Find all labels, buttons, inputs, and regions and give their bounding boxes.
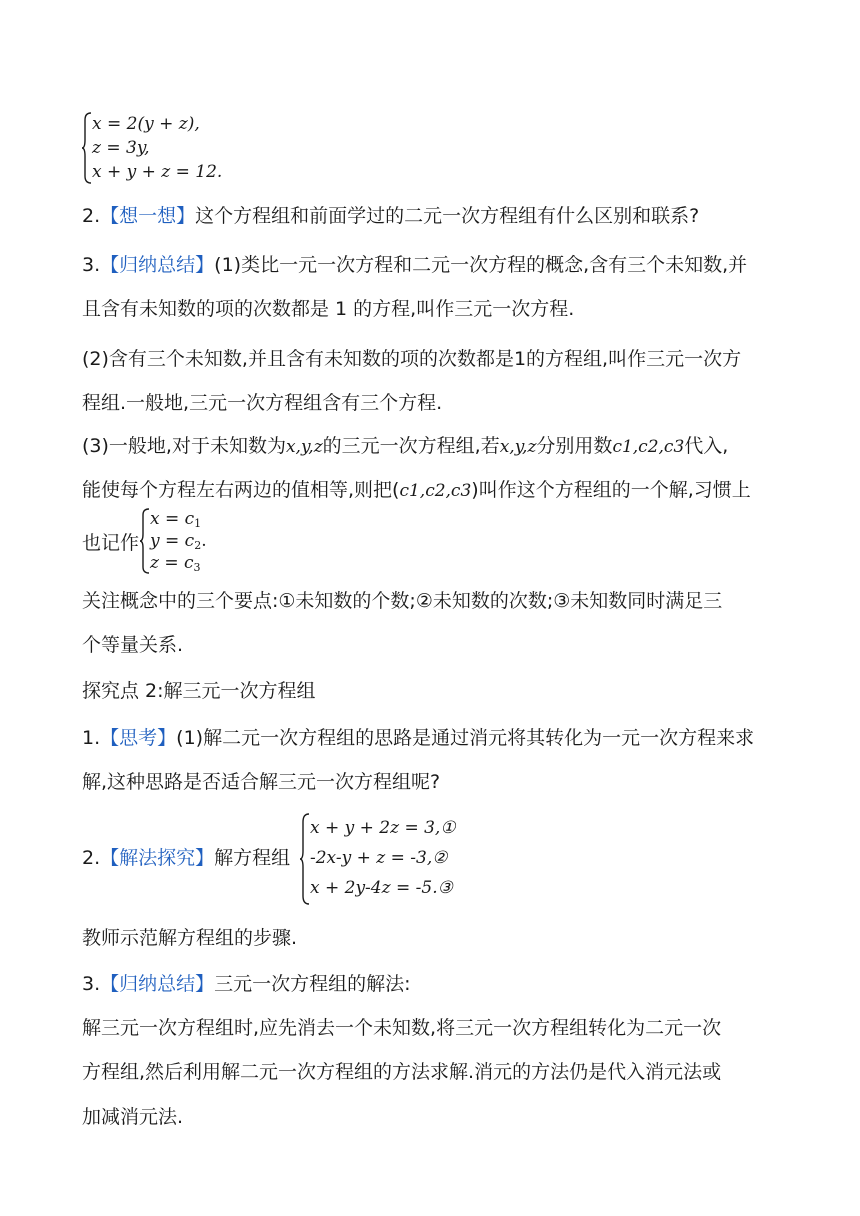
definition-line-2 (82, 477, 751, 504)
paragraph-text: )叫作这个方程组的一个解,习惯上 (471, 479, 751, 501)
paragraph-line: 程组.一般地,三元一次方程组含有三个方程. (82, 392, 443, 414)
paragraph-text: 能使每个方程左右两边的值相等,则把( (82, 479, 400, 501)
item-number: 1. (82, 727, 101, 749)
paragraph-text: 这个方程组和前面学过的二元一次方程组有什么区别和联系? (195, 205, 700, 227)
paragraph-line: 个等量关系. (82, 634, 184, 656)
constants: c1,c2,c3 (399, 481, 472, 501)
paragraph-line: 教师示范解方程组的步骤. (82, 927, 298, 949)
solve-line (82, 845, 290, 871)
item-number: 3. (82, 973, 101, 995)
paragraph-text: (3)一般地,对于未知数为 (82, 435, 286, 457)
section-tag: 【想一想】 (100, 205, 196, 227)
equation-line: x + 2y-4z = -5.③ (310, 878, 453, 898)
think-one-think-line (82, 203, 699, 229)
paragraph-line: 加减消元法. (82, 1106, 184, 1128)
summary-heading-line (82, 971, 411, 997)
variables: x,y,z (499, 437, 537, 457)
equation-line: x = 2(y + z), (92, 114, 200, 134)
paragraph-text: 代入, (684, 435, 729, 457)
section-tag: 【归纳总结】 (100, 254, 215, 276)
paragraph-line: 关注概念中的三个要点:①未知数的个数;②未知数的次数;③未知数同时满足三 (82, 590, 723, 612)
paragraph-line: 解三元一次方程组时,应先消去一个未知数,将三元一次方程组转化为二元一次 (82, 1017, 722, 1039)
item-number: 2. (82, 205, 101, 227)
paragraph-text: 三元一次方程组的解法: (214, 973, 411, 995)
solution-line: $z = c_3$ (150, 553, 201, 574)
equation-line: x + y + 2z = 3,① (310, 818, 456, 838)
left-brace-icon (300, 813, 310, 905)
left-brace-icon (82, 112, 92, 184)
equation-line: -2x-y + z = -3,② (310, 848, 448, 868)
paragraph-text: (1)类比一元一次方程和二元一次方程的概念,含有三个未知数,并 (214, 254, 748, 276)
paragraph-text: 解方程组 (214, 847, 291, 869)
section-heading: 探究点 2:解三元一次方程组 (82, 680, 316, 702)
equation-line: z = 3y, (92, 138, 150, 158)
equation-line: x + y + z = 12. (92, 162, 223, 182)
solution-line: $y = c_2$. (150, 531, 207, 552)
constants: c1,c2,c3 (612, 437, 685, 457)
solution-line: $x = c_1$ (150, 509, 202, 530)
paragraph-line: 且含有未知数的项的次数都是 1 的方程,叫作三元一次方程. (82, 298, 575, 320)
think-line-1 (82, 725, 754, 751)
item-number: 3. (82, 254, 101, 276)
variables: x,y,z (285, 437, 323, 457)
paragraph-text: 分别用数 (536, 435, 613, 457)
section-tag: 【思考】 (100, 727, 177, 749)
item-number: 2. (82, 847, 101, 869)
section-tag: 【解法探究】 (100, 847, 215, 869)
paragraph-line: (2)含有三个未知数,并且含有未知数的项的次数都是1的方程组,叫作三元一次方 (82, 348, 742, 370)
paragraph-text: 也记作 (82, 532, 140, 554)
paragraph-line: 解,这种思路是否适合解三元一次方程组呢? (82, 771, 441, 793)
left-brace-icon (140, 508, 150, 574)
summary-line-1 (82, 252, 747, 278)
section-tag: 【归纳总结】 (100, 973, 215, 995)
paragraph-line: 方程组,然后利用解二元一次方程组的方法求解.消元的方法仍是代入消元法或 (82, 1061, 722, 1083)
definition-line-1 (82, 433, 728, 460)
paragraph-text: (1)解二元一次方程组的思路是通过消元将其转化为一元一次方程来求 (176, 727, 755, 749)
paragraph-text: 的三元一次方程组,若 (322, 435, 500, 457)
